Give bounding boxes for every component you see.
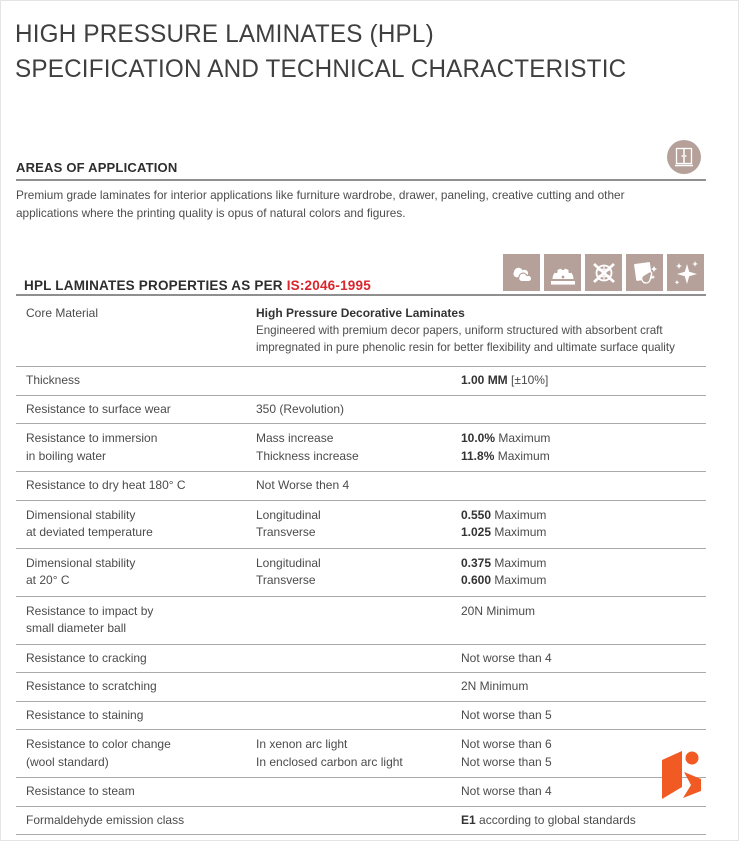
brand-logo-icon bbox=[649, 743, 707, 812]
table-row bbox=[16, 367, 706, 396]
table-row bbox=[16, 778, 706, 807]
page-title-line2: SPECIFICATION AND TECHNICAL CHARACTERISTIC bbox=[15, 55, 627, 83]
property-label: Resistance to impact by small diameter ball bbox=[26, 603, 154, 635]
property-value: 0.375 Maximum 0.600 Maximum bbox=[461, 555, 547, 587]
properties-heading-text: HPL LAMINATES PROPERTIES AS PER bbox=[24, 278, 287, 293]
property-label: Resistance to staining bbox=[26, 707, 144, 722]
table-row bbox=[16, 472, 706, 501]
page-title-line1: HIGH PRESSURE LAMINATES (HPL) bbox=[15, 20, 434, 48]
property-label: Resistance to color change (wool standard) bbox=[26, 737, 171, 769]
property-condition: Longitudinal Transverse bbox=[256, 507, 321, 539]
table-row bbox=[16, 730, 706, 778]
property-value: 1.00 MM [±10%] bbox=[461, 373, 549, 387]
property-label: Resistance to cracking bbox=[26, 650, 147, 665]
property-condition: Longitudinal Transverse bbox=[256, 555, 321, 587]
property-value: Not worse than 4 bbox=[461, 650, 552, 665]
table-row bbox=[16, 702, 706, 731]
property-value: E1 according to global standards bbox=[461, 812, 636, 827]
areas-of-application-heading: AREAS OF APPLICATION bbox=[16, 160, 178, 175]
property-label: Thickness bbox=[26, 373, 81, 387]
property-condition: 350 (Revolution) bbox=[256, 401, 345, 416]
wardrobe-icon bbox=[667, 140, 701, 174]
property-condition: In xenon arc light In enclosed carbon arc light bbox=[256, 737, 403, 769]
property-label: Core Material bbox=[26, 306, 99, 320]
property-label: Resistance to immersion in boiling water bbox=[26, 431, 158, 463]
property-label: Formaldehyde emission class bbox=[26, 812, 185, 827]
saw-blade-icon bbox=[544, 254, 581, 291]
property-value: Not worse than 5 bbox=[461, 707, 552, 722]
property-value: 10.0% Maximum 11.8% Maximum bbox=[461, 431, 551, 463]
areas-of-application-body: Premium grade laminates for interior applications like furniture wardrobe, drawer, paneling, creative cutting and other applications where the printing quality is opus of natural colors and figures. bbox=[16, 188, 625, 220]
property-value: 20N Minimum bbox=[461, 603, 536, 618]
property-condition: Mass increase Thickness increase bbox=[256, 431, 359, 463]
property-value: Not worse than 6 Not worse than 5 bbox=[461, 737, 552, 769]
no-scratch-icon bbox=[585, 254, 622, 291]
property-value: 0.550 Maximum 1.025 Maximum bbox=[461, 507, 547, 539]
property-label: Resistance to scratching bbox=[26, 679, 157, 693]
property-label: Resistance to steam bbox=[26, 784, 135, 798]
table-row bbox=[16, 296, 706, 367]
properties-table bbox=[16, 294, 706, 835]
table-row bbox=[16, 645, 706, 674]
property-label: Resistance to surface wear bbox=[26, 401, 171, 416]
steam-clouds-icon bbox=[503, 254, 540, 291]
table-row bbox=[16, 549, 706, 597]
table-row bbox=[16, 597, 706, 645]
table-row bbox=[16, 673, 706, 702]
property-value: 2N Minimum bbox=[461, 679, 529, 693]
property-condition: High Pressure Decorative Laminates Engineered with premium decor papers, uniform structured with absorbent craft impregnated in pure phenolic resin for better flexibility and ultimate surface quality bbox=[256, 306, 675, 354]
property-label: Dimensional stability at deviated temperature bbox=[26, 507, 153, 539]
page-title bbox=[15, 17, 626, 87]
property-condition: Not Worse then 4 bbox=[256, 478, 350, 492]
table-row bbox=[16, 396, 706, 425]
areas-heading-rule bbox=[16, 179, 706, 181]
feature-icon-strip bbox=[503, 254, 704, 291]
table-row bbox=[16, 424, 706, 472]
properties-heading bbox=[24, 278, 371, 293]
table-row bbox=[16, 501, 706, 549]
standard-code: IS:2046-1995 bbox=[286, 278, 371, 293]
sparkle-shine-icon bbox=[667, 254, 704, 291]
property-label: Dimensional stability at 20° C bbox=[26, 555, 136, 587]
table-row bbox=[16, 807, 706, 836]
wipe-clean-icon bbox=[626, 254, 663, 291]
property-label: Resistance to dry heat 180° C bbox=[26, 478, 186, 492]
property-value: Not worse than 4 bbox=[461, 784, 552, 798]
